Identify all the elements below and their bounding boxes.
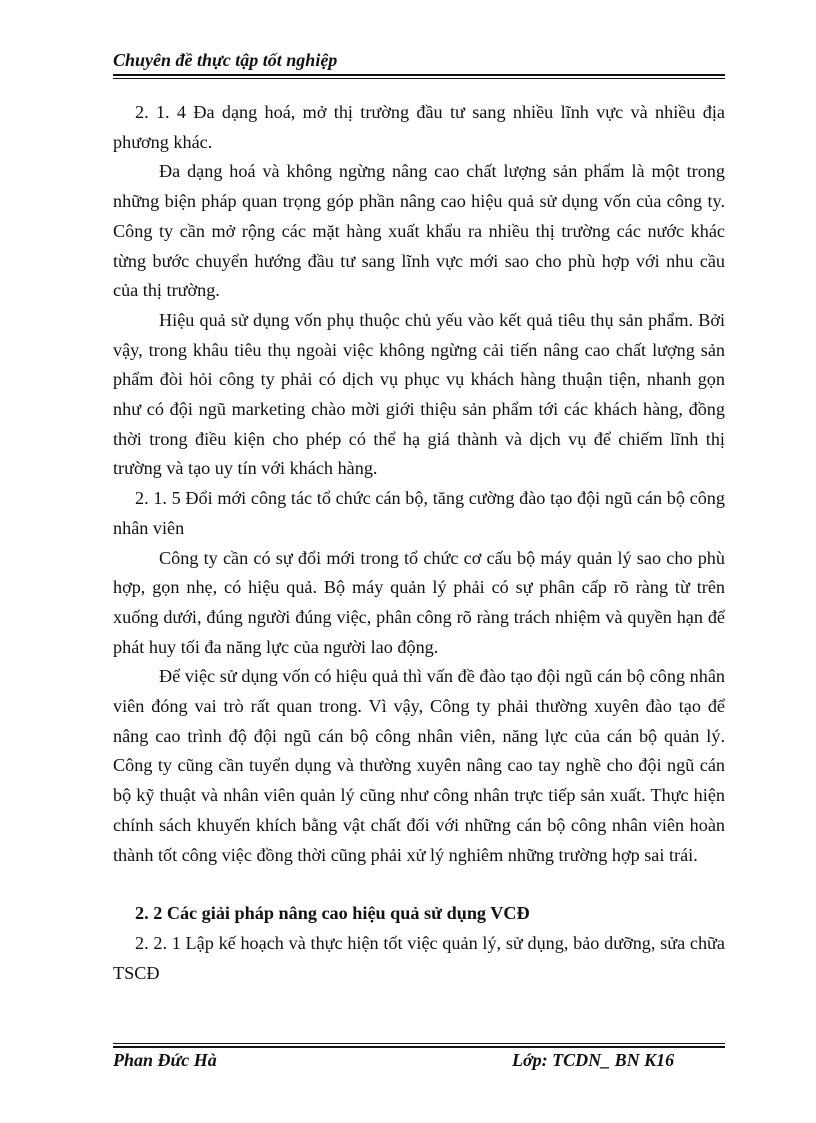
body-paragraph: Đa dạng hoá và không ngừng nâng cao chất lượng sản phẩm là một trong những biện pháp quan trọng góp phần nâng cao hiệu quả sử dụng vốn của công ty. Công ty cần mở rộng các mặt hàng xuất khẩu ra nhiều thị trường các nước khác từng bước chuyển hướng đầu tư sang lĩnh vực mới sao cho phù hợp với nhu cầu của thị trường. [113, 161, 725, 301]
footer-divider [113, 1043, 725, 1048]
header-divider [113, 74, 725, 79]
footer-author: Phan Đức Hà [113, 1050, 217, 1070]
subsection-heading-2-1-4: 2. 1. 4 Đa dạng hoá, mở thị trường đầu tư sang nhiều lĩnh vực và nhiều địa phương khác. [113, 102, 725, 152]
body-paragraph: Hiệu quả sử dụng vốn phụ thuộc chủ yếu vào kết quả tiêu thụ sản phẩm. Bởi vậy, trong khâu tiêu thụ ngoài việc không ngừng cải tiến nâng cao chất lượng sản phẩm đòi hỏi công ty phải có dịch vụ phục vụ khách hàng thuận tiện, nhanh gọn như có đội ngũ marketing chào mời giới thiệu sản phẩm tới các khách hàng, đồng thời trong điều kiện cho phép có thể hạ giá thành và dịch vụ để chiếm lĩnh thị trường và tạo uy tín với khách hàng. [113, 309, 725, 479]
footer-class: Lớp: TCDN_ BN K16 [512, 1050, 675, 1070]
subsection-heading-2-1-5: 2. 1. 5 Đổi mới công tác tổ chức cán bộ, tăng cường đào tạo đội ngũ cán bộ công nhân viên [113, 488, 725, 538]
document-body [113, 98, 725, 988]
subsection-heading-2-2-1: 2. 2. 1 Lập kế hoạch và thực hiện tốt việc quản lý, sử dụng, bảo dưỡng, sửa chữa TSCĐ [113, 932, 725, 983]
body-paragraph: Công ty cần có sự đổi mới trong tổ chức cơ cấu bộ máy quản lý sao cho phù hợp, gọn nhẹ, có hiệu quả. Bộ máy quản lý phải có sự phân cấp rõ ràng từ trên xuống dưới, đúng người đúng việc, phân công rõ ràng trách nhiệm và quyền hạn để phát huy tối đa năng lực của người lao động. [113, 547, 725, 657]
body-paragraph: Để việc sử dụng vốn có hiệu quả thì vấn đề đào tạo đội ngũ cán bộ công nhân viên đóng vai trò rất quan trong. Vì vậy, Công ty phải thường xuyên đào tạo để nâng cao trình độ đội ngũ cán bộ công nhân viên, năng lực của cán bộ quản lý. Công ty cũng cần tuyển dụng và thường xuyên nâng cao tay nghề cho đội ngũ cán bộ kỹ thuật và nhân viên quản lý cũng như công nhân trực tiếp sản xuất. Thực hiện chính sách khuyến khích bằng vật chất đối với những cán bộ công nhân viên hoàn thành tốt công việc đồng thời cũng phải xử lý nghiêm những trường hợp sai trái. [113, 666, 725, 865]
page-header-title: Chuyên đề thực tập tốt nghiệp [113, 50, 338, 70]
section-heading-2-2: 2. 2 Các giải pháp nâng cao hiệu quả sử dụng VCĐ [135, 903, 530, 924]
